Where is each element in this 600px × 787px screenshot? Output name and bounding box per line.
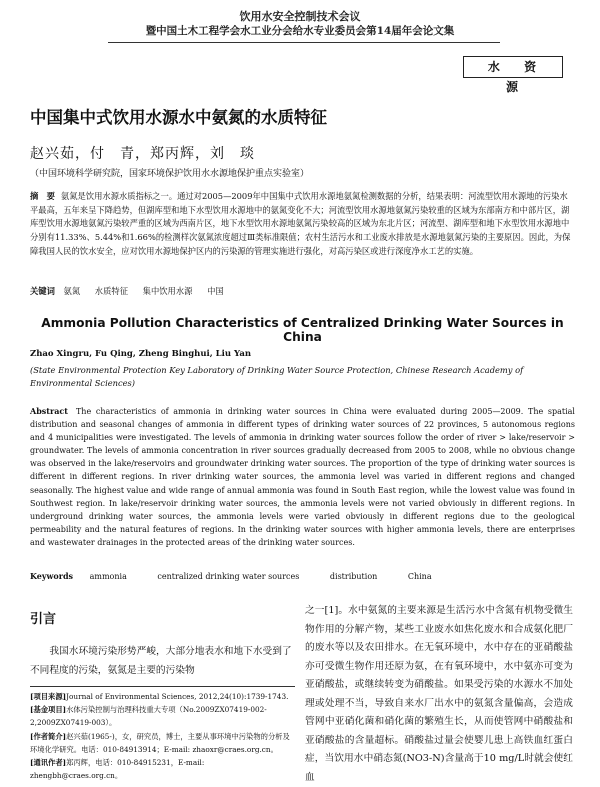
title-en: Ammonia Pollution Characteristics of Centralized Drinking Water Sources in China xyxy=(41,316,564,344)
affiliation-en: (State Environmental Protection Key Laboratory of Drinking Water Source Protection, Chinese Research Academy of Environmental Sciences) xyxy=(30,365,524,388)
abstract-en-text: The characteristics of ammonia in drinking water sources in China were evaluated during 2005—2009. The spatial distribution and seasonal changes of ammonia in different types of drinking water sources of 22 provinces, 5 autonomous regions and 4 municipalities were investigated. The levels of ammonia in drinking water sources follow the order of river > lake/reservoir > groundwater. The levels of ammonia concentration in river sources gradually decreased from 2005 to 2008, while no obvious change was observed in the lake/reservoirs and groundwater drinking water sources. The proportion of the type of drinking water sources is different in different regions. In river drinking water sources, the ammonia level was varied in different regions and changed seasonally. The highest value and wide range of annual ammonia was found in South East region, while the lowest value was found in Southwest region. In lake/reservoir drinking water sources, the ammonia levels were not varied obviously in different regions. In underground drinking water sources, the ammonia levels were varied obviously in different regions due to the geological permeability and the natural features of regions. In the drinking water sources with higher ammonia levels, there are enterprises and wastewater drainages in the protected areas of the drinking water sources. xyxy=(30,407,575,547)
keyword-cn: 中国 xyxy=(207,286,224,296)
authors-cn: 赵兴茹，付 青，郑丙辉，刘 琰 xyxy=(30,146,255,162)
conference-subtitle: 暨中国土木工程学会水工业分会给水专业委员会第14届年会论文集 xyxy=(145,25,455,37)
keywords-cn xyxy=(30,285,575,297)
keywords-en-label: Keywords xyxy=(30,571,74,581)
abstract-cn xyxy=(30,190,575,259)
abstract-cn-text: 氨氮是饮用水源水质指标之一。通过对2005—2009年中国集中式饮用水源地氨氮检测数据的分析，结果表明：河流型饮用水源地的污染水平最高，五年来呈下降趋势，但湖库型和地下水型饮用水源地中的氨氮变化不大；河流型饮用水源地氨氮污染较重的区域为东部南方和中部片区，湖库型饮用水源地氨氮污染较严重的区域为西南片区，地下水型饮用水源地氨氮污染较高的区域为东北片区；河流型、湖库型和地下水型饮用水源地中分别有11.33%、5.44%和1.66%的检测样次氨氮浓度超过Ⅲ类标准限值；农村生活污水和工业废水排放是水源地氨氮污染的主要原因。因此，为保障我国人民的饮水安全，应对饮用水源地保护区内的污染源的管理实施进行强化，对高污染区或进行深度净水工艺的实施。 xyxy=(30,191,571,256)
intro-paragraph: 我国水环境污染形势严峻，大部分地表水和地下水受到了不同程度的污染，氨氮是主要的污染物 xyxy=(30,646,292,676)
footnote-label: [项目来源] xyxy=(30,692,67,701)
authors-en: Zhao Xingru, Fu Qing, Zheng Binghui, Liu Yan xyxy=(30,349,252,359)
footnote-text: Journal of Environmental Sciences, 2012,24(10):1739-1743. xyxy=(66,692,289,701)
keyword-en: distribution xyxy=(329,572,378,581)
abstract-en xyxy=(30,405,575,549)
title-cn: 中国集中式饮用水源水中氨氮的水质特征 xyxy=(30,108,327,127)
footnote-text: 赵兴茹(1965-)，女，研究员，博士，主要从事环境中污染物的分析及环境化学研究。电话：010-84913914；E-mail: zhaoxr@craes.org.cn。 xyxy=(30,731,290,754)
keyword-en: China xyxy=(407,572,432,581)
keyword-cn: 水质特征 xyxy=(94,286,128,296)
intro-heading: 引言 xyxy=(30,612,57,627)
header-rule xyxy=(108,42,500,43)
footnote-text: 水体污染控制与治理科技重大专项（No.2009ZX07419-002-2,2009ZX07419-003）。 xyxy=(30,705,267,728)
conference-header xyxy=(0,10,600,38)
keywords-cn-label: 关键词 xyxy=(30,286,55,296)
footnote xyxy=(30,756,295,782)
footnote xyxy=(30,690,295,703)
abstract-cn-label: 摘 要 xyxy=(30,191,55,201)
footnote-label: [基金项目] xyxy=(30,705,67,715)
keyword-cn: 氨氮 xyxy=(63,286,81,296)
footnote-label: [作者简介] xyxy=(30,731,67,741)
conference-title: 饮用水安全控制技术会议 xyxy=(239,10,361,23)
keyword-en: centralized drinking water sources xyxy=(157,572,300,581)
keyword-cn: 集中饮用水源 xyxy=(142,286,193,296)
section-label: 水 资 源 xyxy=(463,56,563,78)
abstract-en-label: Abstract xyxy=(30,406,68,416)
affiliation-cn: （中国环境科学研究院，国家环境保护饮用水水源地保护重点实验室） xyxy=(30,169,310,179)
left-column xyxy=(30,602,295,782)
footnote-rule xyxy=(30,686,295,687)
footnote xyxy=(30,703,295,729)
keyword-en: ammonia xyxy=(89,572,127,581)
footnote-label: [通讯作者] xyxy=(30,758,67,768)
keywords-en xyxy=(30,571,575,581)
footnote xyxy=(30,730,295,756)
right-column-text: 之一[1]。水中氨氮的主要来源是生活污水中含氮有机物受微生物作用的分解产物，某些工业废水如焦化废水和合成氨化肥厂的废水等以及农田排水。在无氧环境中，水中存在的亚硝酸盐亦可受微生物作用还原为氨，在有氧环境中，水中氨亦可变为亚硝酸盐，或继续转变为硝酸盐。如果受污染的水源水不加处理或处理不当，导致自来水厂出水中的氨氮含量偏高，会造成管网中亚硝化菌和硝化菌的繁殖生长，从而使管网中硝酸盐和亚硝酸盐的含量超标。硝酸盐过量会使婴儿患上高铁血红蛋白症，当饮用水中硝态氮(NO3-N)含量高于10 mg/L时就会使红血 xyxy=(305,605,573,783)
footnote-text: 郑丙辉，电话：010-84915231，E-mail: zhengbh@craes.org.cn。 xyxy=(30,758,205,781)
footnotes xyxy=(30,690,295,782)
